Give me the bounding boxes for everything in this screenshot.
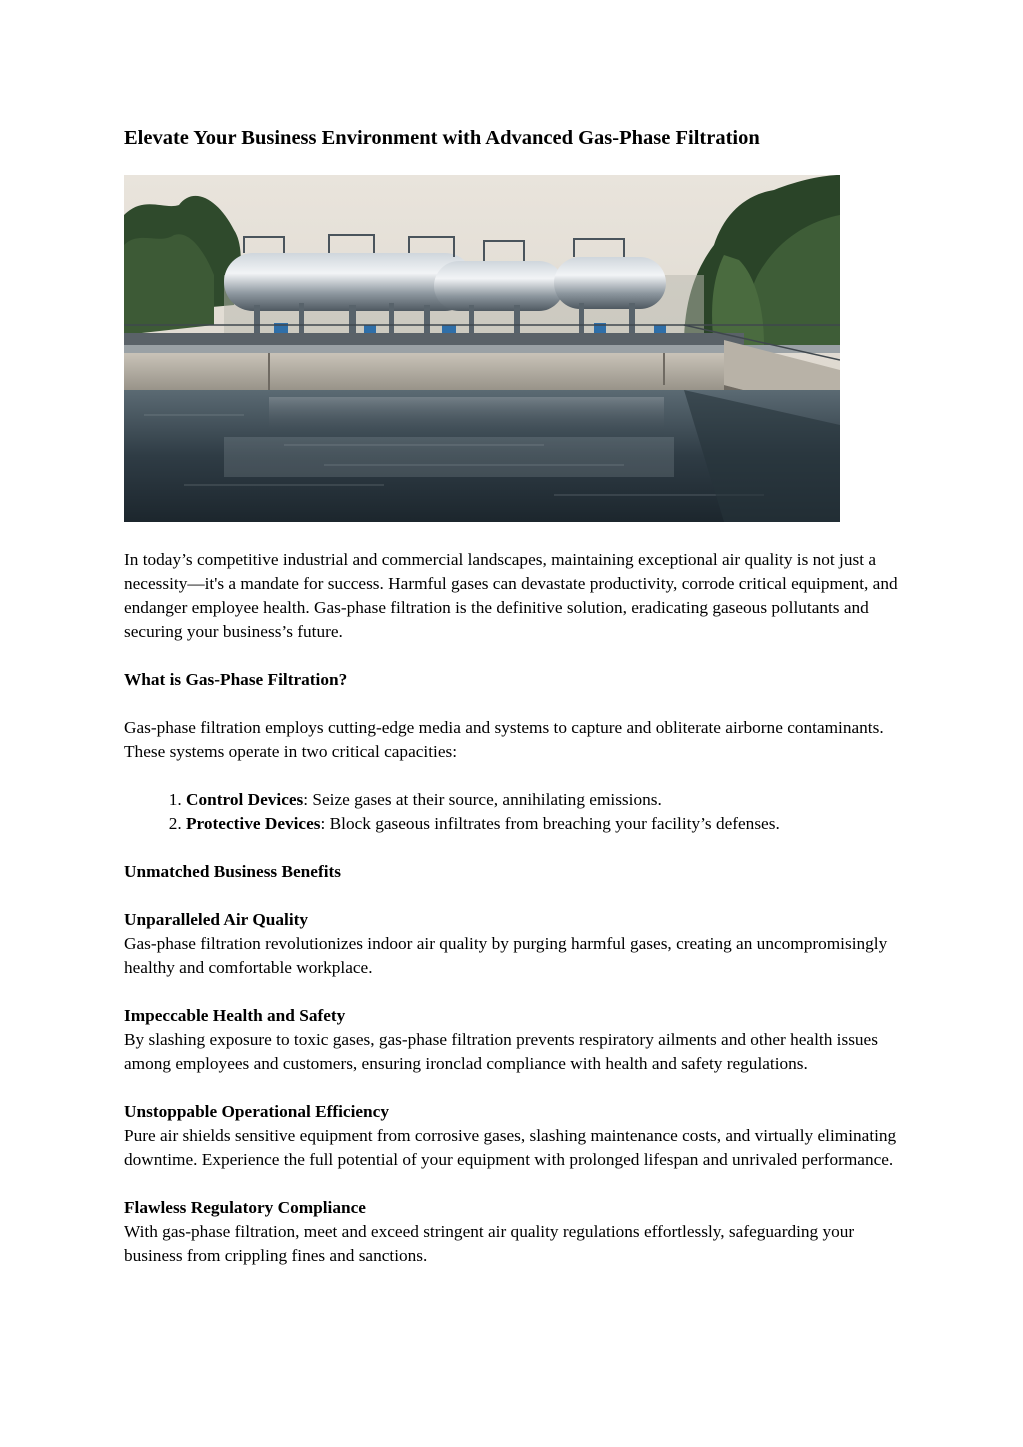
benefit-block xyxy=(124,1196,914,1268)
benefit-text: Gas-phase filtration revolutionizes indoor air quality by purging harmful gases, creating an uncompromisingly healthy and comfortable workplace. xyxy=(124,934,888,977)
benefit-title: Flawless Regulatory Compliance xyxy=(124,1198,366,1217)
benefit-text: By slashing exposure to toxic gases, gas-phase filtration prevents respiratory ailments and other health issues among employees and customers, ensuring ironclad compliance with health and safety regulations. xyxy=(124,1030,878,1073)
benefit-title: Unstoppable Operational Efficiency xyxy=(124,1102,389,1121)
article-body xyxy=(124,548,914,1292)
benefit-block xyxy=(124,1004,914,1076)
section-heading-benefits: Unmatched Business Benefits xyxy=(124,862,341,881)
list-item-term: Protective Devices xyxy=(186,814,321,833)
what-is-paragraph: Gas-phase filtration employs cutting-edge media and systems to capture and obliterate airborne contaminants. These systems operate in two critical capacities: xyxy=(124,718,884,761)
list-item xyxy=(186,788,914,812)
document-page xyxy=(124,124,914,1265)
benefit-text: With gas-phase filtration, meet and exceed stringent air quality regulations effortlessly, safeguarding your business from crippling fines and sanctions. xyxy=(124,1222,855,1265)
list-item-desc: : Seize gases at their source, annihilating emissions. xyxy=(303,790,662,809)
benefit-text: Pure air shields sensitive equipment from corrosive gases, slashing maintenance costs, and virtually eliminating downtime. Experience the full potential of your equipment with prolonged lifespan and unrivaled performance. xyxy=(124,1126,897,1169)
benefit-block xyxy=(124,1100,914,1172)
intro-paragraph: In today’s competitive industrial and commercial landscapes, maintaining exceptional air quality is not just a necessity—it's a mandate for success. Harmful gases can devastate productivity, corrode critical equipment, and endanger employee health. Gas-phase filtration is the definitive solution, eradicating gaseous pollutants and securing your business’s future. xyxy=(124,550,898,641)
list-item xyxy=(186,812,914,836)
capacities-list xyxy=(124,788,914,836)
benefit-block xyxy=(124,908,914,980)
list-item-desc: : Block gaseous infiltrates from breaching your facility’s defenses. xyxy=(320,814,780,833)
industrial-tanks-photo xyxy=(124,175,840,522)
page-title: Elevate Your Business Environment with Advanced Gas-Phase Filtration xyxy=(124,127,760,149)
list-item-term: Control Devices xyxy=(186,790,304,809)
benefit-title: Impeccable Health and Safety xyxy=(124,1006,346,1025)
section-heading-what-is: What is Gas-Phase Filtration? xyxy=(124,670,348,689)
benefit-title: Unparalleled Air Quality xyxy=(124,910,309,929)
